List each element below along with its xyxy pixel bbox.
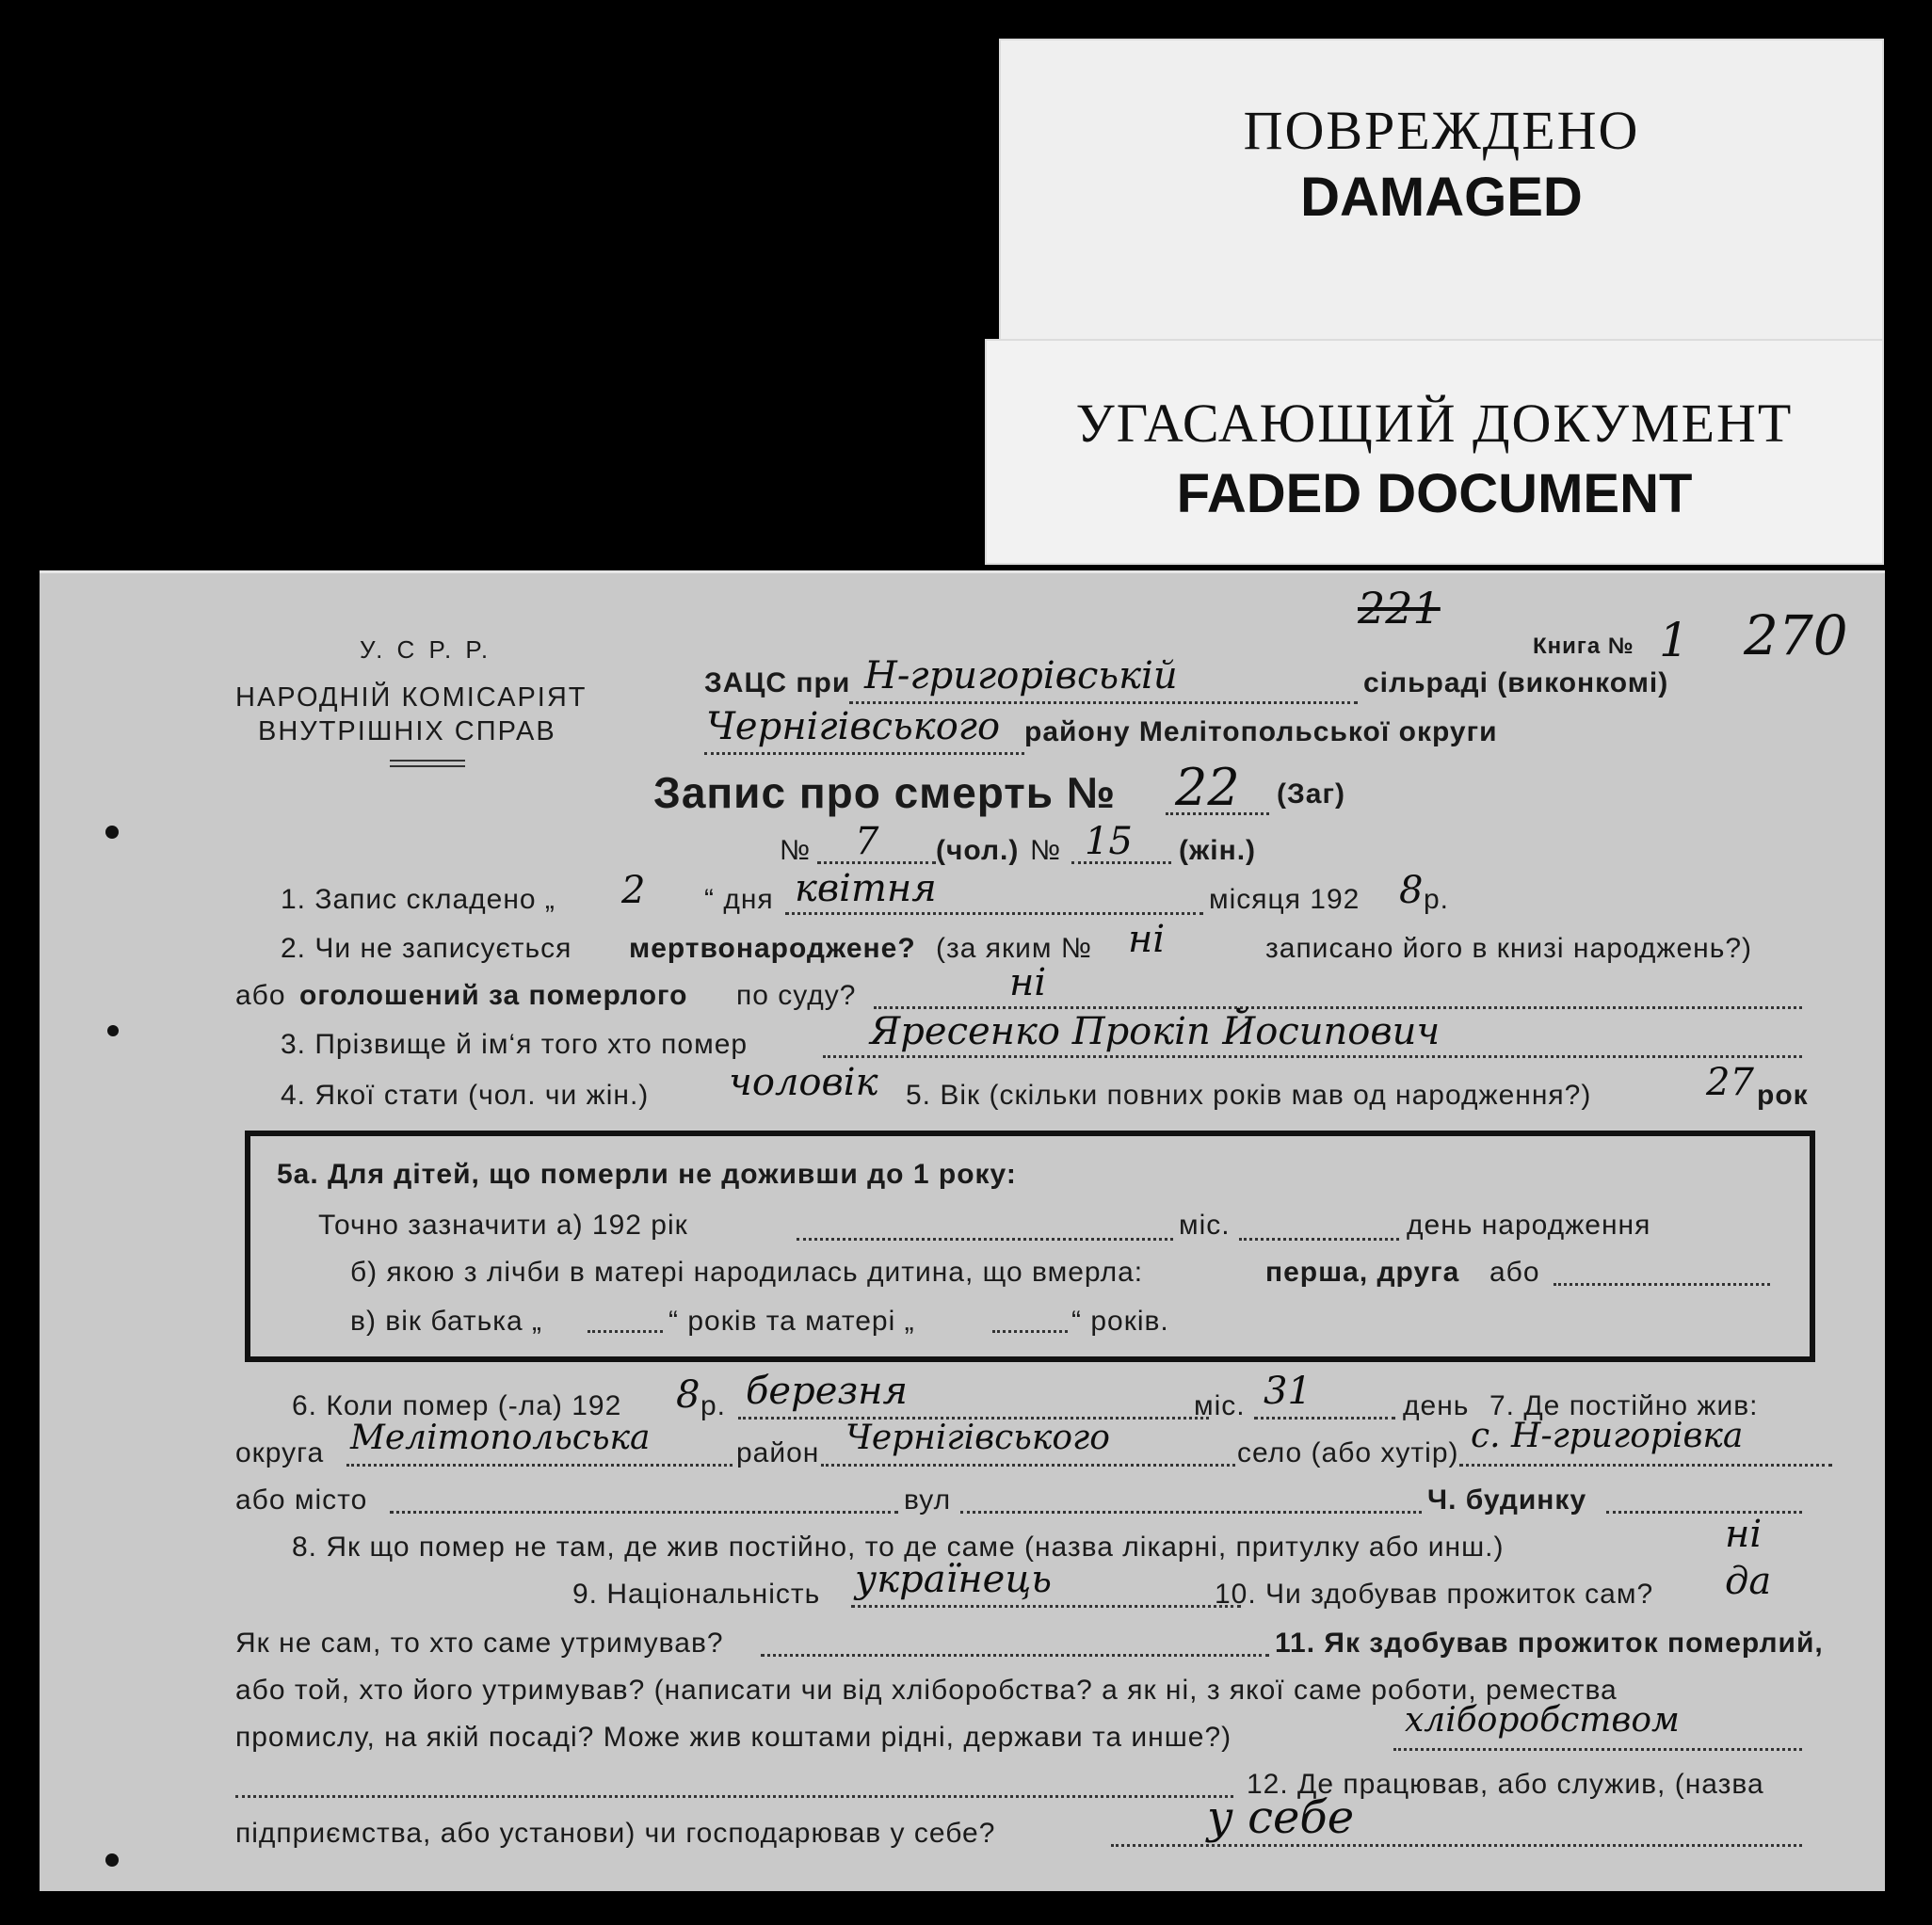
record-number: 22 (1175, 758, 1240, 817)
field-5-value: 27 (1706, 1061, 1754, 1104)
raion-label: район (736, 1437, 820, 1468)
field-12-line-2: підприємства, або установи) чи господарював у себе? (235, 1818, 996, 1849)
misto-label: або місто (235, 1484, 368, 1516)
vul-line (960, 1511, 1422, 1514)
male-no-value: 7 (855, 820, 879, 863)
field-1-year: 8 (1399, 869, 1424, 912)
field-1-month: квітня (795, 867, 937, 910)
field-6-mis: міс. (1194, 1390, 1246, 1421)
field-3-label: 3. Прізвище й ім‘я того хто помер (281, 1029, 749, 1060)
field-5a-title: 5а. Для дітей, що померли не доживши до 1 року: (277, 1159, 1017, 1190)
death-record-form (40, 570, 1885, 1891)
field-10-label: 10. Чи здобував прожиток сам? (1215, 1579, 1654, 1610)
field-12-line (1111, 1844, 1802, 1847)
female-no-value: 15 (1085, 820, 1133, 863)
field-5-label: 5. Вік (скільки повних років мав од народження?) (906, 1080, 1592, 1111)
zags-prefix: ЗАЦС при (704, 667, 851, 698)
selo-value: с. Н-григорівка (1471, 1417, 1744, 1455)
header-divider (390, 765, 465, 767)
faded-notice-card (985, 339, 1884, 565)
field-11-line (1393, 1748, 1802, 1751)
vul-label: вул (904, 1484, 952, 1516)
field-5a-v-mid: “ років та матері „ (668, 1306, 915, 1337)
record-title: Запис про смерть № (653, 768, 1117, 817)
field-5a-a-mis-line (1239, 1238, 1399, 1241)
okruha-line (346, 1464, 733, 1467)
commissariat-line-1: НАРОДНІЙ КОМІСАРІЯТ (235, 682, 588, 713)
book-value: 1 (1659, 613, 1689, 667)
field-6-r: р. (700, 1390, 727, 1421)
field-4-value: чоловік (729, 1061, 878, 1104)
punch-hole (107, 1025, 119, 1036)
field-2-label: 2. Чи не записується (281, 933, 572, 964)
field-8-value: ні (1725, 1513, 1763, 1556)
field-5a-a-day: день народження (1407, 1210, 1651, 1241)
field-2-rest: записано його в книзі народжень?) (1265, 933, 1753, 964)
book-label: Книга № (1533, 634, 1634, 659)
field-10b-line (761, 1654, 1269, 1657)
field-1-month-label: місяця 192 (1209, 884, 1360, 915)
field-11-label: 11. Як здобував прожиток померлий, (1275, 1628, 1824, 1659)
field-5a-a-year-line (797, 1238, 1173, 1241)
field-11-line-2: або той, хто його утримував? (написати чи від хліборобства? а як ні, з якої саме роботи, ремества (235, 1675, 1618, 1706)
field-5a-v-mother-line (992, 1330, 1068, 1333)
selo-line (1459, 1464, 1832, 1467)
punch-hole (105, 826, 119, 839)
field-4-label: 4. Якої стати (чол. чи жін.) (281, 1080, 650, 1111)
field-5a-b-bold: перша, друга (1265, 1257, 1460, 1288)
republic-label: У. С Р. Р. (360, 635, 492, 664)
field-5a-v-father-line (588, 1330, 663, 1333)
female-no-label: № (1030, 835, 1062, 866)
field-2b-prefix: або (235, 980, 286, 1011)
field-5a-a-mis: міс. (1179, 1210, 1231, 1241)
selo-label: село (або хутір) (1237, 1437, 1459, 1468)
field-6-year: 8 (676, 1373, 700, 1417)
faded-notice-en: FADED DOCUMENT (1176, 463, 1693, 524)
field-5-suffix: рок (1757, 1080, 1809, 1111)
budynok-line (1606, 1511, 1802, 1514)
female-label: (жін.) (1179, 835, 1257, 866)
field-2b-bold: оголошений за померлого (299, 980, 688, 1011)
field-6-label: 6. Коли помер (-ла) 192 (292, 1390, 622, 1421)
raion-value: Чернігівського (845, 1419, 1110, 1457)
damaged-notice-ua: ПОВРЕЖДЕНО (1243, 100, 1640, 161)
field-2-value: ні (1128, 918, 1166, 961)
zags-value: Н-григорівській (864, 654, 1178, 698)
field-2-mid: (за яким № (936, 933, 1093, 964)
field-2b-line (874, 1006, 1802, 1009)
field-1-year-suffix: р. (1424, 884, 1450, 915)
field-1-day: 2 (621, 869, 646, 912)
field-11-value: хліборобством (1405, 1701, 1680, 1740)
okruha-label: округа (235, 1437, 325, 1468)
field-1-month-line (785, 912, 1203, 915)
faded-notice-ru: УГАСАЮЩИЙ ДОКУМЕНТ (1075, 393, 1794, 454)
male-label: (чол.) (936, 835, 1020, 866)
field-12-value: у себе (1207, 1791, 1355, 1844)
punch-hole (105, 1853, 119, 1867)
commissariat-line-2: ВНУТРІШНІХ СПРАВ (258, 716, 556, 746)
field-5a-b-rest: або (1489, 1257, 1540, 1288)
field-2b-rest: по суду? (736, 980, 857, 1011)
male-no-label: № (780, 835, 812, 866)
field-5a-b-label: б) якою з лічби в матері народилась дитина, що вмерла: (350, 1257, 1144, 1288)
field-12-label: 12. Де працював, або служив, (назва (1247, 1769, 1764, 1800)
header-divider (390, 760, 465, 762)
field-5a-a-label: Точно зазначити а) 192 рік (318, 1210, 688, 1241)
field-2b-value: ні (1009, 961, 1047, 1004)
field-10-value: да (1725, 1560, 1772, 1603)
district-suffix: району Мелітопольської округи (1024, 716, 1498, 747)
field-3-line (823, 1055, 1802, 1058)
field-6-day: 31 (1264, 1370, 1312, 1413)
field-12-prefix-line (235, 1795, 1233, 1798)
zags-dotted-line (849, 701, 1358, 704)
field-1-label: 1. Запис складено „ (281, 884, 555, 915)
field-11-line-3: промислу, на якій посаді? Може жив коштами рідні, держави та инше?) (235, 1722, 1232, 1753)
zags-suffix: сільраді (виконкомі) (1363, 667, 1669, 698)
children-under-one-box (245, 1131, 1815, 1362)
okruha-value: Мелітопольська (350, 1419, 651, 1457)
budynok-label: Ч. будинку (1427, 1484, 1587, 1516)
field-9-value: українець (855, 1558, 1053, 1601)
field-5a-b-line (1554, 1283, 1770, 1286)
damaged-notice-card (999, 39, 1884, 349)
damaged-notice-en: DAMAGED (1300, 167, 1583, 228)
field-8-label: 8. Як що помер не там, де жив постійно, то де саме (назва лікарні, притулку або инш.) (292, 1532, 1505, 1563)
field-1-day-word: “ дня (704, 884, 774, 915)
field-7-label: 7. Де постійно жив: (1489, 1390, 1759, 1421)
field-2-bold: мертвонароджене? (629, 933, 916, 964)
misto-line (390, 1511, 898, 1514)
field-6-month: березня (746, 1370, 909, 1413)
district-value: Чернігівського (706, 705, 1001, 748)
field-9-line (851, 1605, 1241, 1608)
field-5a-v-label: в) вік батька „ (350, 1306, 543, 1337)
district-dotted-line (704, 752, 1024, 755)
field-3-value: Яресенко Прокіп Йосипович (870, 1010, 1441, 1053)
field-9-label: 9. Національність (572, 1579, 821, 1610)
top-number-struck: 221 (1358, 583, 1441, 634)
field-6-day-label: день (1403, 1390, 1470, 1421)
field-6-day-line (1254, 1417, 1395, 1420)
record-zag: (Заг) (1277, 778, 1345, 810)
field-10b-label: Як не сам, то хто саме утримував? (235, 1628, 724, 1659)
top-number: 270 (1744, 603, 1848, 667)
field-5a-v-end: “ років. (1071, 1306, 1169, 1337)
raion-line (821, 1464, 1235, 1467)
